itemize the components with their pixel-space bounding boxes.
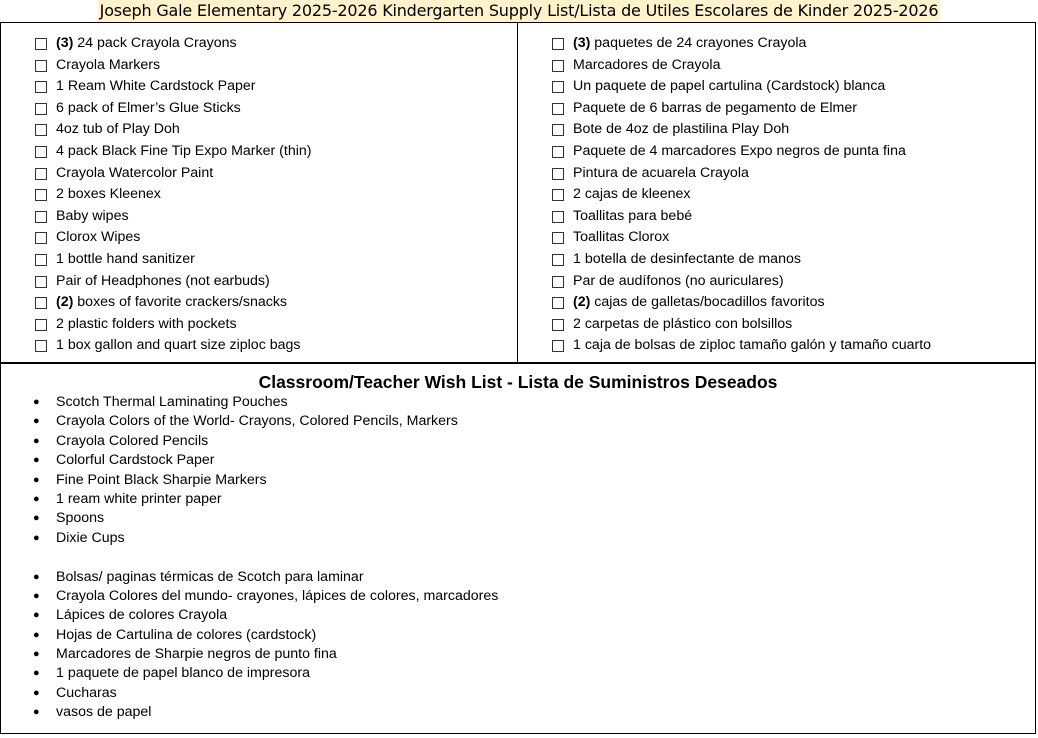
checkbox-icon[interactable] <box>35 168 47 180</box>
wish-list-item <box>33 587 1035 606</box>
bullet-icon: ● <box>33 473 40 486</box>
item-label: 4 pack Black Fine Tip Expo Marker (thin) <box>56 142 312 159</box>
item-label: 1 box gallon and quart size ziploc bags <box>56 337 301 354</box>
checkbox-icon[interactable] <box>552 319 564 331</box>
wish-item-label: Cucharas <box>56 684 117 701</box>
supply-es-item <box>552 227 1035 249</box>
item-label: Crayola Watercolor Paint <box>56 164 214 181</box>
supply-list-spanish-column <box>518 23 1035 363</box>
item-label: Toallitas Clorox <box>573 229 670 246</box>
supply-es-item <box>552 55 1035 77</box>
item-label: Bote de 4oz de plastilina Play Doh <box>573 121 790 138</box>
checkbox-icon[interactable] <box>35 297 47 309</box>
checkbox-icon[interactable] <box>35 254 47 266</box>
wish-list-item <box>33 393 1035 412</box>
bullet-icon: ● <box>33 686 40 699</box>
wish-item-label: Dixie Cups <box>56 529 125 546</box>
item-label: 1 botella de desinfectante de manos <box>573 250 801 267</box>
supply-list-spanish <box>518 23 1035 357</box>
checkbox-icon[interactable] <box>552 211 564 223</box>
supply-en-item <box>35 76 517 98</box>
wish-item-label: Fine Point Black Sharpie Markers <box>56 471 267 488</box>
bullet-icon: ● <box>33 589 40 602</box>
item-label: Paquete de 6 barras de pegamento de Elmer <box>573 99 857 116</box>
wish-list-item <box>33 664 1035 683</box>
item-label: 2 cajas de kleenex <box>573 186 691 203</box>
bullet-icon: ● <box>33 628 40 641</box>
wish-item-label: 1 paquete de papel blanco de impresora <box>56 665 310 682</box>
item-label: Par de audífonos (no auriculares) <box>573 272 784 289</box>
wish-list-item <box>33 471 1035 490</box>
checkbox-icon[interactable] <box>35 211 47 223</box>
item-label: Baby wipes <box>56 207 129 224</box>
checkbox-icon[interactable] <box>552 103 564 115</box>
wish-list-spacer <box>33 548 1035 567</box>
bullet-icon: ● <box>33 512 40 525</box>
wish-list-item <box>33 529 1035 548</box>
checkbox-icon[interactable] <box>552 124 564 136</box>
document-title: Joseph Gale Elementary 2025-2026 Kindergarten Supply List/Lista de Utiles Escolares de Kinder 2025-2026 <box>99 1 939 20</box>
supply-es-item <box>552 292 1035 314</box>
checkbox-icon[interactable] <box>552 146 564 158</box>
wish-list-item <box>33 568 1035 587</box>
wish-list-item <box>33 432 1035 451</box>
bullet-icon: ● <box>33 396 40 408</box>
wish-item-label: Crayola Colores del mundo- crayones, lápices de colores, marcadores <box>56 587 499 604</box>
supply-en-item <box>35 98 517 120</box>
supply-en-item <box>35 335 517 357</box>
checkbox-icon[interactable] <box>552 189 564 201</box>
supply-es-item <box>552 98 1035 120</box>
supply-es-item <box>552 184 1035 206</box>
supply-es-item <box>552 206 1035 228</box>
wish-item-label: Lápices de colores Crayola <box>56 607 228 624</box>
bullet-icon: ● <box>33 609 40 622</box>
bullet-icon: ● <box>33 492 40 505</box>
item-label: 4oz tub of Play Doh <box>56 121 180 138</box>
wish-list-item <box>33 703 1035 722</box>
item-label: 24 pack Crayola Crayons <box>73 35 237 51</box>
supply-en-item <box>35 141 517 163</box>
supply-es-item <box>552 119 1035 141</box>
item-quantity: (3) <box>56 35 74 51</box>
supply-en-item <box>35 227 517 249</box>
supply-en-item <box>35 55 517 77</box>
wish-list-item <box>33 412 1035 431</box>
checkbox-icon[interactable] <box>35 340 47 352</box>
supply-en-item <box>35 163 517 185</box>
supply-es-item <box>552 249 1035 271</box>
checkbox-icon[interactable] <box>552 254 564 266</box>
bullet-icon: ● <box>33 415 40 428</box>
item-label: 1 bottle hand sanitizer <box>56 250 195 267</box>
item-quantity: (2) <box>56 294 74 311</box>
wish-list-item <box>33 684 1035 703</box>
item-label: cajas de galletas/bocadillos favoritos <box>590 294 825 311</box>
checkbox-icon[interactable] <box>552 168 564 180</box>
supply-es-item <box>552 271 1035 293</box>
wish-item-label: Crayola Colored Pencils <box>56 432 209 449</box>
wish-item-label: Marcadores de Sharpie negros de punto fina <box>56 646 337 663</box>
supply-es-item <box>552 141 1035 163</box>
supply-es-item <box>552 33 1035 55</box>
supply-en-item <box>35 249 517 271</box>
checkbox-icon[interactable] <box>35 189 47 201</box>
wish-item-label: Bolsas/ paginas térmicas de Scotch para laminar <box>56 568 364 585</box>
checkbox-icon[interactable] <box>35 60 47 72</box>
supply-list-english <box>1 23 517 357</box>
checkbox-icon[interactable] <box>552 232 564 244</box>
supply-es-item <box>552 76 1035 98</box>
item-label: paquetes de 24 crayones Crayola <box>590 35 807 51</box>
checkbox-icon[interactable] <box>35 38 47 50</box>
wish-list-section <box>0 362 1036 734</box>
item-label: 1 Ream White Cardstock Paper <box>56 78 256 95</box>
wish-list-item <box>33 490 1035 509</box>
wish-item-label: Spoons <box>56 510 105 527</box>
supply-en-item <box>35 292 517 314</box>
item-label: Toallitas para bebé <box>573 207 693 224</box>
bullet-icon: ● <box>33 531 40 544</box>
checkbox-icon[interactable] <box>552 60 564 72</box>
item-label: 1 caja de bolsas de ziploc tamaño galón y tamaño cuarto <box>573 337 932 354</box>
wish-item-label: Colorful Cardstock Paper <box>56 452 215 469</box>
checkbox-icon[interactable] <box>35 319 47 331</box>
wish-list-item <box>33 451 1035 470</box>
wish-item-label: Crayola Colors of the World- Crayons, Colored Pencils, Markers <box>56 413 458 430</box>
supply-en-item <box>35 184 517 206</box>
supply-en-item <box>35 314 517 336</box>
item-label: Crayola Markers <box>56 56 161 73</box>
wish-list-item <box>33 645 1035 664</box>
bullet-icon: ● <box>33 667 40 680</box>
item-label: 6 pack of Elmer’s Glue Sticks <box>56 99 241 116</box>
checkbox-icon[interactable] <box>552 276 564 288</box>
title-bar <box>0 0 1038 22</box>
supply-en-item <box>35 33 517 55</box>
supply-es-item <box>552 163 1035 185</box>
item-label: Pintura de acuarela Crayola <box>573 164 749 181</box>
checkbox-icon[interactable] <box>35 124 47 136</box>
item-label: 2 boxes Kleenex <box>56 186 161 203</box>
checkbox-icon[interactable] <box>552 81 564 93</box>
item-label: Paquete de 4 marcadores Expo negros de punta fina <box>573 142 906 159</box>
supply-list-table <box>0 22 1036 364</box>
item-label: 2 plastic folders with pockets <box>56 315 237 332</box>
bullet-icon: ● <box>33 570 40 583</box>
wish-list-item <box>33 509 1035 528</box>
checkbox-icon[interactable] <box>35 276 47 288</box>
checkbox-icon[interactable] <box>35 232 47 244</box>
supply-es-item <box>552 335 1035 357</box>
item-label: Clorox Wipes <box>56 229 141 246</box>
supply-list-english-column <box>1 23 518 363</box>
item-label: boxes of favorite crackers/snacks <box>73 294 288 311</box>
item-quantity: (2) <box>573 294 591 311</box>
checkbox-icon[interactable] <box>35 103 47 115</box>
item-label: Marcadores de Crayola <box>573 56 721 73</box>
item-quantity: (3) <box>573 35 591 51</box>
wish-list <box>1 392 1035 723</box>
supply-en-item <box>35 119 517 141</box>
supply-en-item <box>35 271 517 293</box>
wish-item-label: vasos de papel <box>56 704 152 721</box>
item-label: Pair of Headphones (not earbuds) <box>56 272 270 289</box>
bullet-icon: ● <box>33 706 40 719</box>
checkbox-icon[interactable] <box>35 146 47 158</box>
bullet-icon: ● <box>33 434 40 447</box>
wish-list-title: Classroom/Teacher Wish List - Lista de Suministros Deseados <box>258 372 778 392</box>
supply-en-item <box>35 206 517 228</box>
checkbox-icon[interactable] <box>35 81 47 93</box>
wish-item-label: Scotch Thermal Laminating Pouches <box>56 394 288 410</box>
wish-list-item <box>33 606 1035 625</box>
item-label: 2 carpetas de plástico con bolsillos <box>573 315 793 332</box>
wish-list-item <box>33 626 1035 645</box>
wish-item-label: Hojas de Cartulina de colores (cardstock) <box>56 626 317 643</box>
checkbox-icon[interactable] <box>552 38 564 50</box>
supply-es-item <box>552 314 1035 336</box>
bullet-icon: ● <box>33 454 40 467</box>
wish-item-label: 1 ream white printer paper <box>56 490 222 507</box>
bullet-icon: ● <box>33 648 40 661</box>
item-label: Un paquete de papel cartulina (Cardstock) blanca <box>573 78 886 95</box>
checkbox-icon[interactable] <box>552 340 564 352</box>
checkbox-icon[interactable] <box>552 297 564 309</box>
